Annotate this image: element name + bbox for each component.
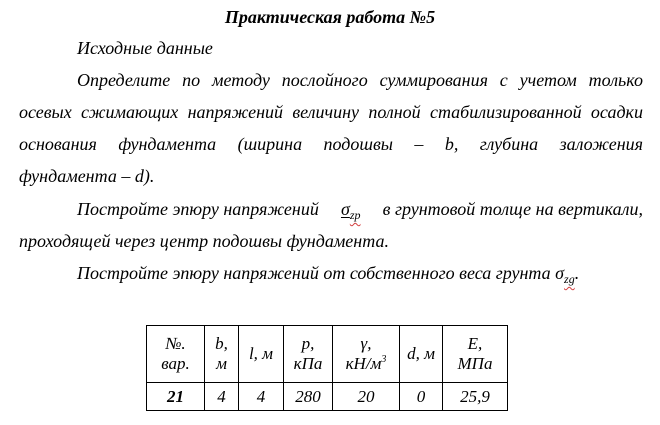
header-l: l, м (239, 326, 284, 383)
cell-gamma: 20 (333, 383, 400, 411)
word: стабилизированной (429, 102, 582, 122)
paragraph3-text-before: Постройте эпюру напряжений от собственного веса грунта (77, 263, 551, 283)
word: методу (211, 70, 270, 90)
paragraph1-line4: фундамента – d). (19, 166, 155, 186)
header-p: р, кПа (284, 326, 333, 383)
heading-initial-data: Исходные данные (77, 38, 213, 58)
word: по (182, 70, 201, 90)
word: фундамента (118, 134, 217, 154)
sigma-zg-symbol: $\sigma_{zg}$ (555, 263, 575, 286)
paragraph1-line2 (19, 101, 643, 123)
word: суммирования (379, 70, 488, 90)
word: послойного (281, 70, 368, 90)
table-row (147, 383, 508, 411)
word: (ширина (237, 134, 303, 154)
cell-variant: 21 (147, 383, 205, 411)
paragraph2-text-before: Постройте эпюру напряжений (77, 199, 319, 219)
word: напряжений (187, 102, 284, 122)
cell-d: 0 (400, 383, 443, 411)
word: заложения (559, 134, 643, 154)
word: b, (444, 134, 459, 154)
word: только (588, 70, 643, 90)
word: с (499, 70, 508, 90)
table-header-row (147, 326, 508, 383)
word: осевых (19, 102, 72, 122)
word: глубина (479, 134, 539, 154)
header-e: E, МПа (443, 326, 508, 383)
cell-e: 25,9 (443, 383, 508, 411)
cell-l: 4 (239, 383, 284, 411)
word: осадки (590, 102, 643, 122)
word: Определите (77, 70, 171, 90)
header-variant: №. вар. (147, 326, 205, 383)
header-d: d, м (400, 326, 443, 383)
word: сжимающих (81, 102, 179, 122)
page-title: Практическая работа №5 (224, 7, 436, 27)
paragraph1-line3 (19, 133, 643, 155)
cell-b: 4 (205, 383, 239, 411)
paragraph2-line1 (77, 198, 643, 226)
word: учетом (519, 70, 577, 90)
header-gamma: γ, $кН/м^3$ (333, 326, 400, 383)
paragraph2-text-after: в грунтовой толще на вертикали, (382, 199, 643, 219)
initial-data-table (146, 325, 508, 411)
word: величину (292, 102, 360, 122)
paragraph1-line1 (77, 69, 643, 91)
paragraph2-line2: проходящей через центр подошвы фундамента. (19, 231, 389, 251)
word: – (414, 134, 424, 154)
header-b: b, м (205, 326, 239, 383)
sigma-zp-symbol: $\sigma_{zp}$ (340, 199, 361, 222)
cell-p: 280 (284, 383, 333, 411)
word: полной (368, 102, 421, 122)
word: подошвы (323, 134, 393, 154)
word: основания (19, 134, 97, 154)
paragraph3-line: Постройте эпюру напряжений от собственного веса грунта $\sigma_{zg}$. (77, 263, 580, 286)
